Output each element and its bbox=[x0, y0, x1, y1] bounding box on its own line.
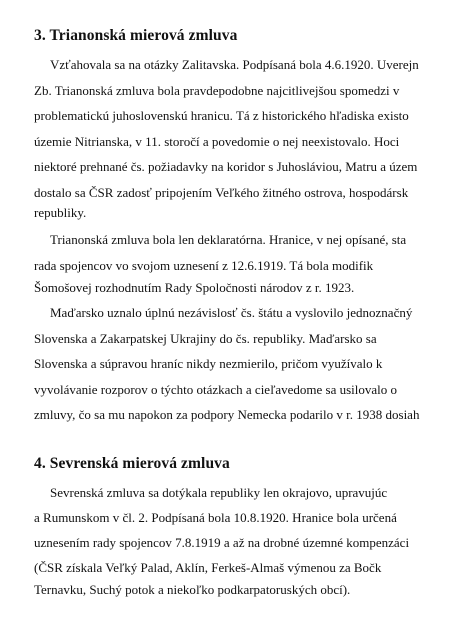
paragraph-line: Zb. Trianonská zmluva bola pravdepodobne najcitlivejšou spomedzi v bbox=[34, 83, 400, 98]
paragraph-line: zmluvy, čo sa mu napokon za podpory Nemecka podarilo v r. 1938 dosiah bbox=[34, 407, 420, 422]
paragraph-line: a Rumunskom v čl. 2. Podpísaná bola 10.8.1920. Hranice bola určená bbox=[34, 510, 397, 525]
paragraph-line: republiky. bbox=[34, 205, 87, 220]
section-4-heading: 4. Sevrenská mierová zmluva bbox=[34, 455, 230, 472]
paragraph-line: Vzťahovala sa na otázky Zalitavska. Podpísaná bola 4.6.1920. Uverejn bbox=[50, 57, 419, 72]
paragraph-line: Ternavku, Suchý potok a niekoľko podkarpatoruských obcí). bbox=[34, 582, 351, 597]
paragraph-line: dostalo sa ČSR zadosť pripojením Veľkého žitného ostrova, hospodársk bbox=[34, 185, 409, 200]
paragraph-line: niektoré prehnané čs. požiadavky na koridor s Juhosláviou, Matru a územ bbox=[34, 159, 418, 174]
paragraph-line: Maďarsko uznalo úplnú nezávislosť čs. štátu a vyslovilo jednoznačný bbox=[50, 305, 413, 320]
paragraph-line: Šomošovej rozhodnutím Rady Spoločnosti národov z r. 1923. bbox=[34, 280, 355, 295]
paragraph-line: problematickú juhoslovenskú hranicu. Tá z historického hľadiska existo bbox=[34, 108, 409, 123]
paragraph-line: vyvolávanie rozporov o týchto otázkach a cieľavedome sa usilovalo o bbox=[34, 382, 398, 397]
section-3-heading: 3. Trianonská mierová zmluva bbox=[34, 27, 238, 44]
paragraph-line: Sevrenská zmluva sa dotýkala republiky len okrajovo, upravujúc bbox=[50, 485, 388, 500]
paragraph-line: uznesením rady spojencov 7.8.1919 a až na drobné územné kompenzáci bbox=[34, 535, 410, 550]
paragraph-line: (ČSR získala Veľký Palad, Aklín, Ferkeš-Almaš výmenou za Bočk bbox=[34, 560, 382, 575]
paragraph-line: územie Nitrianska, v 11. storočí a povedomie o nej neexistovalo. Hoci bbox=[34, 134, 400, 149]
paragraph-line: Slovenska a Zakarpatskej Ukrajiny do čs. republiky. Maďarsko sa bbox=[34, 331, 377, 346]
paragraph-line: rada spojencov vo svojom uznesení z 12.6.1919. Tá bola modifik bbox=[34, 258, 374, 273]
paragraph-line: Slovenska a súpravou hraníc nikdy nezmierilo, pričom využívalo k bbox=[34, 356, 383, 371]
paragraph-line: Trianonská zmluva bola len deklaratórna. Hranice, v nej opísané, sta bbox=[50, 232, 407, 247]
